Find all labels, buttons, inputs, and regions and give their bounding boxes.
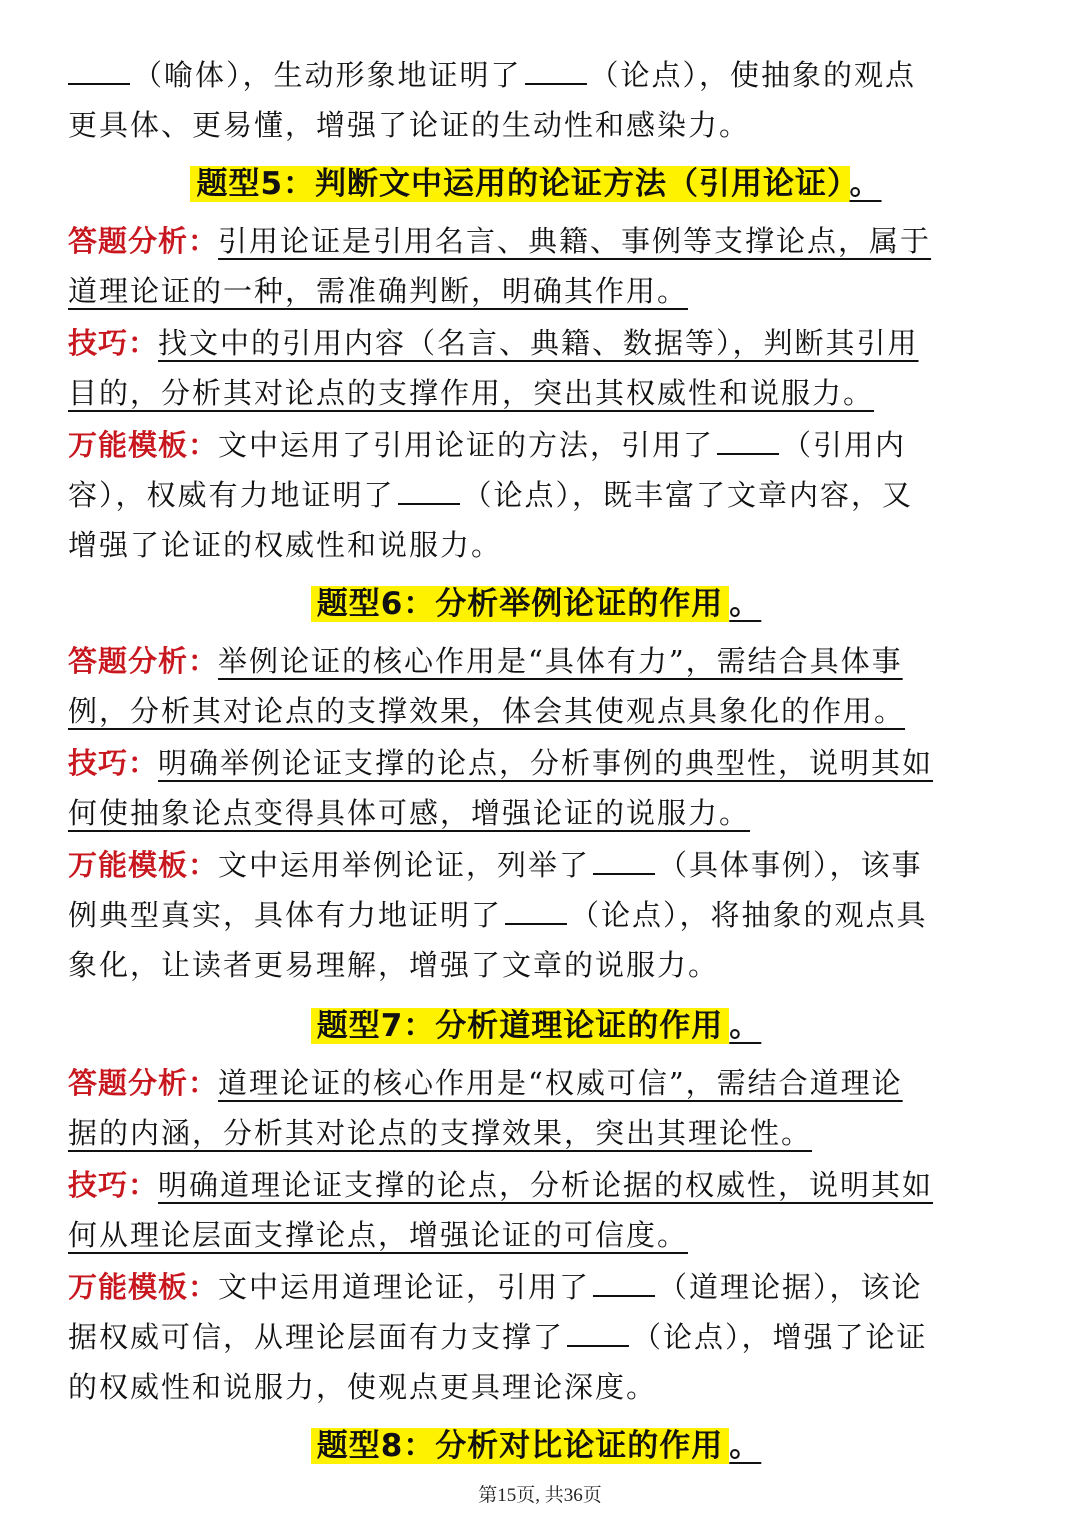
section-title-5: 题型5：判断文中运用的论证方法（引用论证） 。 [0,160,1080,208]
template-line-1: 万能模板：文中运用了引用论证的方法，引用了 （引用内 [68,428,907,462]
template-line-3: 的权威性和说服力，使观点更具理论深度。 [68,1370,658,1404]
template-line-3: 象化，让读者更易理解，增强了文章的说服力。 [68,948,720,982]
answer-blank [593,849,655,875]
template-line-2: 据权威可信，从理论层面有力支撑了 （论点），增强了论证 [68,1320,928,1354]
intro-line-2: 更具体、更易懂，增强了论证的生动性和感染力。 [68,108,751,142]
intro-line-1: （喻体），生动形象地证明了 （论点），使抽象的观点 [68,52,988,98]
answer-blank [525,59,587,85]
analysis-line-2: 道理论证的一种，需准确判断，明确其作用。 [68,274,689,308]
answer-blank [505,899,567,925]
analysis-line-1: 答题分析：引用论证是引用名言、典籍、事例等支撑论点，属于 [68,224,932,258]
answer-blank [717,429,779,455]
tip-line-2: 何从理论层面支撑论点，增强论证的可信度。 [68,1218,689,1252]
template-line-2: 容），权威有力地证明了 （论点），既丰富了文章内容，又 [68,478,914,512]
section-title-8: 题型8：分析对比论证的作用 。 [0,1422,1080,1470]
answer-blank [68,59,130,85]
answer-blank [593,1271,655,1297]
template-line-1: 万能模板：文中运用道理论证，引用了 （道理论据），该论 [68,1270,923,1304]
section-title-7: 题型7：分析道理论证的作用 。 [0,1002,1080,1050]
analysis-line-2: 据的内涵，分析其对论点的支撑效果，突出其理论性。 [68,1116,813,1150]
answer-blank [398,479,460,505]
page-number: 第15页, 共36页 [478,1485,602,1506]
tip-line-1: 技巧：明确举例论证支撑的论点，分析事例的典型性，说明其如 [68,746,934,780]
tip-line-2: 目的，分析其对论点的支撑作用，突出其权威性和说服力。 [68,376,875,410]
section-title-6: 题型6：分析举例论证的作用 。 [0,580,1080,628]
template-line-2: 例典型真实，具体有力地证明了 （论点），将抽象的观点具 [68,898,928,932]
tip-line-2: 何使抽象论点变得具体可感，增强论证的说服力。 [68,796,751,830]
answer-blank [567,1321,629,1347]
analysis-line-2: 例，分析其对论点的支撑效果，体会其使观点具象化的作用。 [68,694,906,728]
template-line-1: 万能模板：文中运用举例论证，列举了 （具体事例），该事 [68,848,923,882]
analysis-line-1: 答题分析：道理论证的核心作用是“权威可信”，需结合道理论 [68,1066,903,1100]
analysis-line-1: 答题分析：举例论证的核心作用是“具体有力”，需结合具体事 [68,644,903,678]
template-line-3: 增强了论证的权威性和说服力。 [68,528,503,562]
tip-line-1: 技巧：找文中的引用内容（名言、典籍、数据等），判断其引用 [68,326,919,360]
tip-line-1: 技巧：明确道理论证支撑的论点，分析论据的权威性，说明其如 [68,1168,934,1202]
